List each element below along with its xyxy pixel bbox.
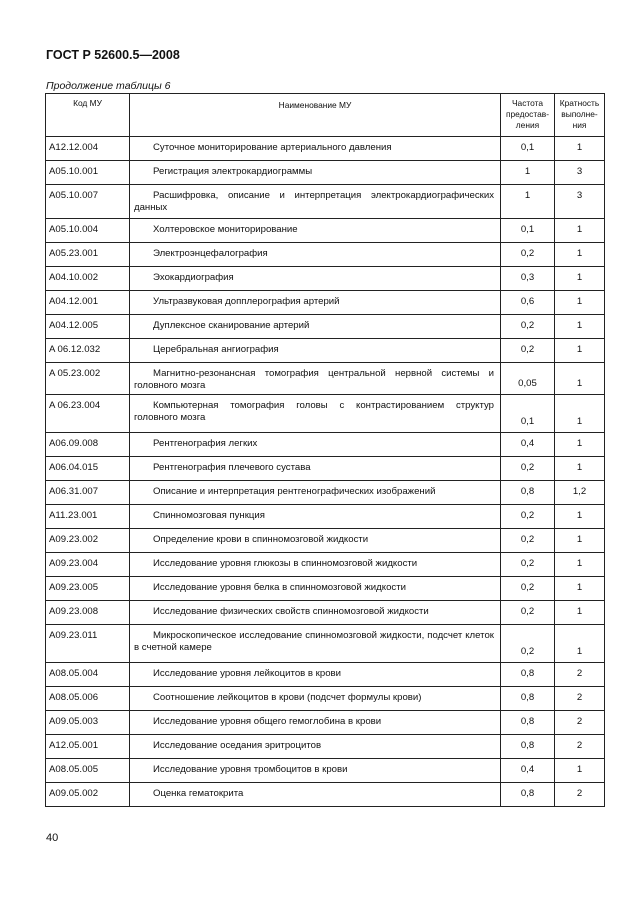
cell-frequency: 0,05 xyxy=(501,363,555,395)
cell-frequency: 0,2 xyxy=(501,339,555,363)
cell-name xyxy=(130,315,501,339)
cell-code: A09.23.005 xyxy=(46,577,130,601)
cell-code: A09.23.004 xyxy=(46,553,130,577)
cell-frequency: 0,8 xyxy=(501,663,555,687)
cell-frequency: 0,2 xyxy=(501,505,555,529)
column-header-multiplicity: Кратность выполне-ния xyxy=(555,94,605,137)
table-row xyxy=(46,505,605,529)
cell-multiplicity: 1 xyxy=(555,625,605,663)
cell-multiplicity: 2 xyxy=(555,663,605,687)
table-row xyxy=(46,267,605,291)
cell-name xyxy=(130,363,501,395)
cell-multiplicity: 2 xyxy=(555,711,605,735)
cell-name xyxy=(130,339,501,363)
column-header-name: Наименование МУ xyxy=(130,94,501,137)
cell-name-text: Расшифровка, описание и интерпретация электрокардиографических данных xyxy=(134,190,494,213)
cell-name-text: Исследование уровня лейкоцитов в крови xyxy=(153,668,342,679)
table-row xyxy=(46,735,605,759)
cell-frequency: 0,3 xyxy=(501,267,555,291)
column-header-frequency: Частота предостав-ления xyxy=(501,94,555,137)
cell-name-text: Ультразвуковая допплерография артерий xyxy=(153,296,340,307)
table-row xyxy=(46,553,605,577)
cell-name-text: Исследование физических свойств спинномозговой жидкости xyxy=(153,606,429,617)
cell-multiplicity: 1 xyxy=(555,267,605,291)
cell-code: A09.23.011 xyxy=(46,625,130,663)
cell-name-text: Рентгенография плечевого сустава xyxy=(153,462,311,473)
cell-frequency: 0,6 xyxy=(501,291,555,315)
cell-name-text: Оценка гематокрита xyxy=(153,788,244,799)
cell-multiplicity: 2 xyxy=(555,735,605,759)
cell-name-text: Определение крови в спинномозговой жидкости xyxy=(153,534,369,545)
cell-name xyxy=(130,137,501,161)
table-row xyxy=(46,315,605,339)
table-row xyxy=(46,577,605,601)
table-caption: Продолжение таблицы 6 xyxy=(46,80,171,92)
cell-multiplicity: 1 xyxy=(555,315,605,339)
cell-frequency: 0,2 xyxy=(501,315,555,339)
cell-frequency: 0,2 xyxy=(501,457,555,481)
cell-frequency: 0,4 xyxy=(501,759,555,783)
cell-multiplicity: 1 xyxy=(555,601,605,625)
cell-frequency: 0,1 xyxy=(501,395,555,433)
cell-multiplicity: 1 xyxy=(555,395,605,433)
table-row xyxy=(46,161,605,185)
cell-code: A04.10.002 xyxy=(46,267,130,291)
table-row xyxy=(46,433,605,457)
cell-code: A05.10.004 xyxy=(46,219,130,243)
cell-name-text: Соотношение лейкоцитов в крови (подсчет формулы крови) xyxy=(153,692,422,703)
cell-code: A04.12.001 xyxy=(46,291,130,315)
cell-code: A06.04.015 xyxy=(46,457,130,481)
table-body xyxy=(46,137,605,807)
cell-multiplicity: 2 xyxy=(555,783,605,807)
cell-name-text: Эхокардиография xyxy=(153,272,234,283)
cell-multiplicity: 1 xyxy=(555,339,605,363)
page-number: 40 xyxy=(46,832,59,844)
cell-multiplicity: 1 xyxy=(555,291,605,315)
table-row xyxy=(46,481,605,505)
cell-name-text: Описание и интерпретация рентгенографических изображений xyxy=(153,486,436,497)
cell-name xyxy=(130,267,501,291)
cell-code: A12.05.001 xyxy=(46,735,130,759)
cell-code: A05.10.001 xyxy=(46,161,130,185)
cell-multiplicity: 1,2 xyxy=(555,481,605,505)
table-row xyxy=(46,625,605,663)
cell-code: A11.23.001 xyxy=(46,505,130,529)
cell-multiplicity: 1 xyxy=(555,433,605,457)
cell-name-text: Холтеровское мониторирование xyxy=(153,224,298,235)
table-row xyxy=(46,219,605,243)
cell-name xyxy=(130,529,501,553)
column-header-code: Код МУ xyxy=(46,94,130,137)
cell-multiplicity: 1 xyxy=(555,363,605,395)
cell-name-text: Церебральная ангиография xyxy=(153,344,279,355)
cell-name xyxy=(130,735,501,759)
cell-frequency: 0,2 xyxy=(501,529,555,553)
cell-frequency: 1 xyxy=(501,161,555,185)
table-row xyxy=(46,243,605,267)
services-table xyxy=(45,93,605,807)
cell-name-text: Исследование уровня тромбоцитов в крови xyxy=(153,764,348,775)
cell-multiplicity: 1 xyxy=(555,505,605,529)
cell-multiplicity: 1 xyxy=(555,243,605,267)
cell-name xyxy=(130,395,501,433)
cell-frequency: 0,1 xyxy=(501,137,555,161)
cell-name xyxy=(130,505,501,529)
document-header: ГОСТ Р 52600.5—2008 xyxy=(46,48,180,62)
cell-multiplicity: 1 xyxy=(555,137,605,161)
cell-code: A09.05.002 xyxy=(46,783,130,807)
cell-frequency: 0,2 xyxy=(501,553,555,577)
cell-frequency: 1 xyxy=(501,185,555,219)
cell-code: A05.10.007 xyxy=(46,185,130,219)
cell-multiplicity: 1 xyxy=(555,577,605,601)
cell-code: A08.05.004 xyxy=(46,663,130,687)
cell-multiplicity: 3 xyxy=(555,185,605,219)
cell-code: A06.09.008 xyxy=(46,433,130,457)
table-row xyxy=(46,363,605,395)
cell-code: A04.12.005 xyxy=(46,315,130,339)
table-row xyxy=(46,137,605,161)
cell-name xyxy=(130,553,501,577)
table-row xyxy=(46,711,605,735)
cell-name-text: Магнитно-резонансная томография центральной нервной системы и головного мозга xyxy=(134,368,494,391)
cell-name xyxy=(130,601,501,625)
table-row xyxy=(46,687,605,711)
cell-name-text: Исследование оседания эритроцитов xyxy=(153,740,322,751)
table-row xyxy=(46,663,605,687)
cell-frequency: 0,8 xyxy=(501,735,555,759)
cell-multiplicity: 1 xyxy=(555,553,605,577)
cell-code: A12.12.004 xyxy=(46,137,130,161)
cell-name xyxy=(130,687,501,711)
cell-name xyxy=(130,457,501,481)
cell-name-text: Дуплексное сканирование артерий xyxy=(153,320,310,331)
cell-name xyxy=(130,625,501,663)
cell-name xyxy=(130,291,501,315)
cell-name-text: Исследование уровня общего гемоглобина в крови xyxy=(153,716,382,727)
cell-name xyxy=(130,161,501,185)
cell-name xyxy=(130,185,501,219)
cell-frequency: 0,2 xyxy=(501,601,555,625)
cell-frequency: 0,2 xyxy=(501,243,555,267)
cell-name-text: Рентгенография легких xyxy=(153,438,258,449)
table-row xyxy=(46,457,605,481)
cell-multiplicity: 2 xyxy=(555,687,605,711)
table-header-row xyxy=(46,94,605,137)
cell-name-text: Исследование уровня глюкозы в спинномозговой жидкости xyxy=(153,558,418,569)
table-row xyxy=(46,783,605,807)
cell-name-text: Компьютерная томография головы с контрастированием структур головного мозга xyxy=(134,400,494,423)
table-row xyxy=(46,291,605,315)
cell-name-text: Суточное мониторирование артериального давления xyxy=(153,142,392,153)
cell-name-text: Микроскопическое исследование спинномозговой жидкости, подсчет клеток в счетной камере xyxy=(134,630,494,653)
cell-multiplicity: 3 xyxy=(555,161,605,185)
cell-code: A 06.12.032 xyxy=(46,339,130,363)
cell-code: A06.31.007 xyxy=(46,481,130,505)
cell-code: A08.05.006 xyxy=(46,687,130,711)
cell-frequency: 0,2 xyxy=(501,577,555,601)
cell-frequency: 0,8 xyxy=(501,783,555,807)
cell-multiplicity: 1 xyxy=(555,529,605,553)
table-row xyxy=(46,185,605,219)
cell-name xyxy=(130,711,501,735)
cell-frequency: 0,4 xyxy=(501,433,555,457)
cell-name-text: Исследование уровня белка в спинномозговой жидкости xyxy=(153,582,406,593)
cell-code: A05.23.001 xyxy=(46,243,130,267)
cell-name xyxy=(130,759,501,783)
cell-multiplicity: 1 xyxy=(555,219,605,243)
cell-code: A 05.23.002 xyxy=(46,363,130,395)
cell-frequency: 0,8 xyxy=(501,481,555,505)
cell-frequency: 0,2 xyxy=(501,625,555,663)
table-row xyxy=(46,395,605,433)
cell-name xyxy=(130,433,501,457)
cell-name xyxy=(130,243,501,267)
table-row xyxy=(46,339,605,363)
cell-frequency: 0,8 xyxy=(501,687,555,711)
cell-name-text: Спинномозговая пункция xyxy=(153,510,265,521)
cell-name xyxy=(130,481,501,505)
cell-name xyxy=(130,783,501,807)
cell-name-text: Регистрация электрокардиограммы xyxy=(153,166,313,177)
cell-frequency: 0,1 xyxy=(501,219,555,243)
cell-code: A09.23.008 xyxy=(46,601,130,625)
cell-frequency: 0,8 xyxy=(501,711,555,735)
table-row xyxy=(46,759,605,783)
cell-code: A09.23.002 xyxy=(46,529,130,553)
cell-name-text: Электроэнцефалография xyxy=(153,248,268,259)
cell-code: A09.05.003 xyxy=(46,711,130,735)
cell-multiplicity: 1 xyxy=(555,457,605,481)
cell-name xyxy=(130,663,501,687)
cell-code: A 06.23.004 xyxy=(46,395,130,433)
cell-multiplicity: 1 xyxy=(555,759,605,783)
table-row xyxy=(46,601,605,625)
cell-name xyxy=(130,219,501,243)
cell-name xyxy=(130,577,501,601)
table-row xyxy=(46,529,605,553)
cell-code: A08.05.005 xyxy=(46,759,130,783)
